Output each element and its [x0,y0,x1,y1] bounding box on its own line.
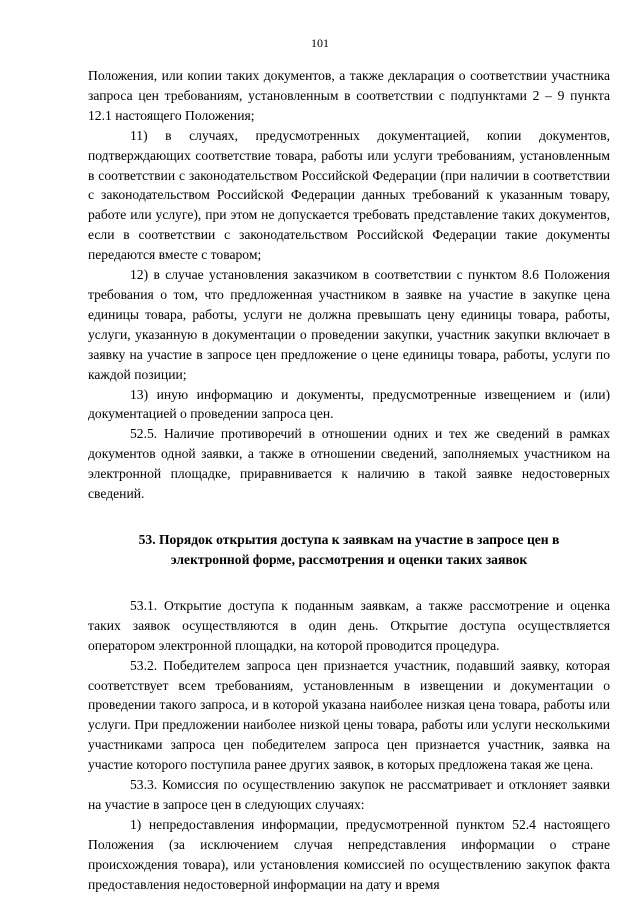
document-body [88,66,610,895]
paragraph-item-13: 13) иную информацию и документы, предусмотренные извещением и (или) документацией о проведении запроса цен. [88,386,610,422]
top-paragraphs [88,66,610,504]
bottom-paragraphs [88,596,610,895]
paragraph-item-11: 11) в случаях, предусмотренных документацией, копии документов, подтверждающих соответствие товара, работы или услуги требованиям, установленным в соответствии с законодательством Российской Федерации (при наличии в соответствии с законодательством Российской Федерации данных требований к указанным товару, работе или услуге), при этом не допускается требовать представление таких документов, если в соответствии с законодательством Российской Федерации такие документы передаются вместе с товаром; [88,127,610,263]
paragraph-53-3: 53.3. Комиссия по осуществлению закупок не рассматривает и отклоняет заявки на участие в запросе цен в следующих случаях: [88,777,610,812]
paragraph-item-12: 12) в случае установления заказчиком в соответствии с пунктом 8.6 Положения требования о том, что предложенная участником в заявке на участие в закупке цена единицы товара, работы, услуги не должна превышать цену единицы товара, работы, услуги, указанную в документации о проведении закупки, участник закупки включает в заявку на участие в запросе цен предложение о цене единицы товара, работы, услуги по каждой позиции; [88,267,610,382]
paragraph-53-2: 53.2. Победителем запроса цен признается участник, подавший заявку, которая соответствует всем требованиям, установленным в извещении и документации о проведении такого запроса, и в которой указана наиболее низкая цена товара, работы или услуги. При предложении наиболее низкой цены товара, работы или услуги несколькими участниками запроса цен победителем запроса цен признается участник, заявка на участие которого поступила ранее других заявок, в которых предложена такая же цена. [88,657,610,773]
paragraph-52-5: 52.5. Наличие противоречий в отношении одних и тех же сведений в рамках документов одной заявки, а также в отношении сведений, заполняемых участником на электронной площадке, приравнивается к наличию в такой заявке недостоверных сведений. [88,426,610,502]
paragraph-53-1: 53.1. Открытие доступа к поданным заявкам, а также рассмотрение и оценка таких заявок осуществляются в один день. Открытие доступа осуществляется оператором электронной площадки, на которой проводится процедура. [88,597,610,653]
paragraph-53-3-1: 1) непредоставления информации, предусмотренной пунктом 52.4 настоящего Положения (за исключением случая непредставления информации о стране происхождения товара), или установления комиссией по осуществлению закупок факта предоставления недостоверной информации на дату и время [88,816,610,892]
page-number: 101 [311,36,329,50]
section-heading: 53. Порядок открытия доступа к заявкам на участие в запросе цен в электронной форме, рассмотрения и оценки таких заявок [138,531,560,567]
paragraph-continuation: Положения, или копии таких документов, а также декларация о соответствии участника запроса цен требованиям, установленным в соответствии с подпунктами 2 – 9 пункта 12.1 настоящего Положения; [88,68,610,123]
